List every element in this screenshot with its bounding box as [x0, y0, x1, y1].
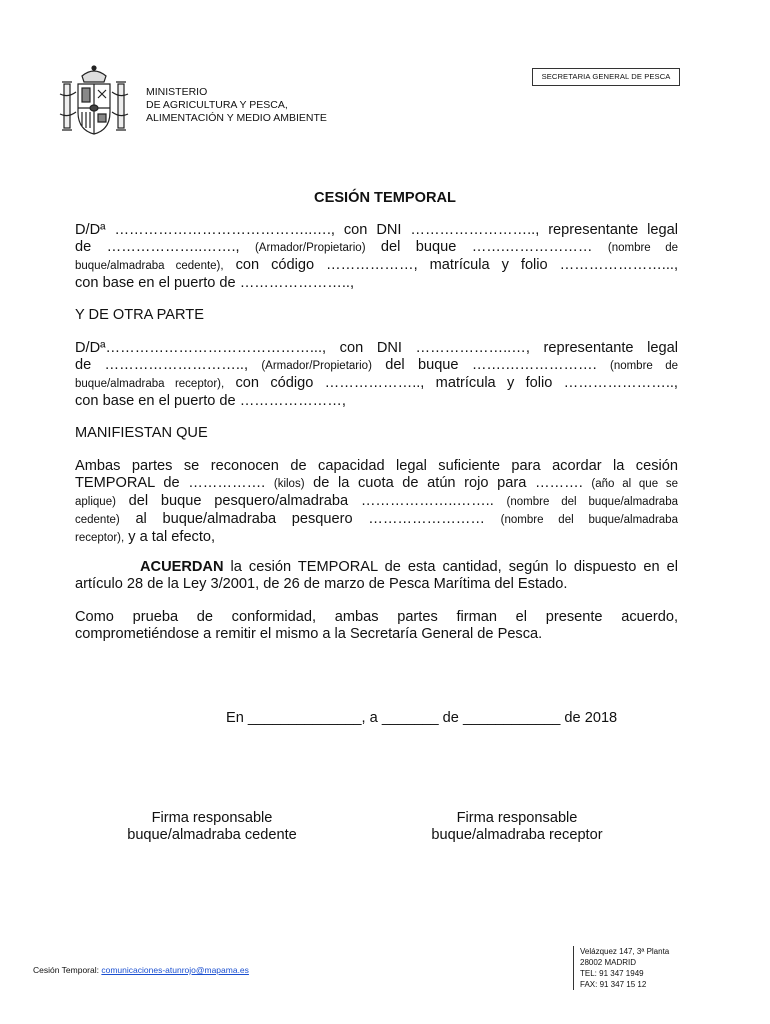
ambas-line-2a: TEMPORAL de …………….	[75, 475, 266, 491]
address-line-4: FAX: 91 347 15 12	[580, 980, 647, 989]
signature-receptor	[397, 810, 637, 844]
ambas-line-5	[75, 529, 678, 547]
ministry-line-3: ALIMENTACIÓN Y MEDIO AMBIENTE	[146, 112, 327, 124]
signature-receptor-line-2: buque/almadraba receptor	[431, 827, 603, 843]
signature-cedente-line-2: buque/almadraba cedente	[127, 827, 297, 843]
ambas-line-4a: cedente)	[75, 514, 120, 526]
party-1-block	[75, 222, 678, 292]
otra-parte-heading: Y DE OTRA PARTE	[75, 307, 204, 323]
ambas-line-4b: al buque/almadraba pesquero ……………………	[135, 511, 485, 527]
ambas-line-3	[75, 493, 678, 511]
ambas-line-1: Ambas partes se reconocen de capacidad legal suficiente para acordar la cesión	[75, 458, 678, 474]
party-1-line-2c: del buque …….………………	[380, 239, 593, 255]
secretaria-box: SECRETARIA GENERAL DE PESCA	[532, 68, 680, 86]
party-2-line-3	[75, 375, 678, 393]
party-2-line-2	[75, 357, 678, 375]
ambas-line-2d: (año al que se	[591, 478, 678, 490]
ambas-line-2	[75, 475, 678, 493]
ambas-line-3c: (nombre del buque/almadraba	[506, 496, 678, 508]
prueba-block	[75, 609, 678, 643]
party-2-line-3b: con código ……………….., matrícula y folio …………………..,	[235, 375, 678, 391]
party-1-line-1: D/Dª …………………………………..…., con DNI …………………….., representante legal	[75, 222, 678, 238]
footer-contact	[33, 965, 249, 975]
ambas-line-5a: receptor),	[75, 532, 125, 544]
party-1-line-4: con base en el puerto de …………………..,	[75, 275, 355, 291]
document-title: CESIÓN TEMPORAL	[314, 190, 456, 206]
ambas-line-4c: (nombre del buque/almadraba	[500, 514, 678, 526]
party-2-line-2a: de ………………………..,	[75, 357, 249, 373]
signature-receptor-line-1: Firma responsable	[456, 810, 578, 826]
acuerdan-bold: ACUERDAN	[140, 559, 224, 575]
coat-of-arms-icon	[58, 64, 130, 140]
ambas-line-3a: aplique)	[75, 496, 116, 508]
ministry-line-1: MINISTERIO	[146, 86, 208, 98]
ambas-block	[75, 458, 678, 547]
ambas-line-5b: y a tal efecto,	[128, 529, 216, 545]
acuerdan-rest: la cesión TEMPORAL de esta cantidad, según lo dispuesto en el	[223, 559, 678, 575]
manifiestan-heading: MANIFIESTAN QUE	[75, 425, 208, 441]
signature-cedente-line-1: Firma responsable	[151, 810, 273, 826]
acuerdan-line-2: artículo 28 de la Ley 3/2001, de 26 de marzo de Pesca Marítima del Estado.	[75, 576, 568, 592]
ambas-line-2c: de la cuota de atún rojo para ……….	[313, 475, 583, 491]
footer-label: Cesión Temporal:	[33, 965, 99, 975]
party-1-line-3a: buque/almadraba cedente),	[75, 260, 224, 272]
party-1-line-2b: (Armador/Propietario)	[254, 242, 366, 254]
ministry-name	[146, 86, 327, 125]
address-line-1: Velázquez 147, 3ª Planta	[580, 947, 670, 956]
ministry-line-2: DE AGRICULTURA Y PESCA,	[146, 99, 288, 111]
address-line-3: TEL: 91 347 1949	[580, 969, 644, 978]
party-2-block	[75, 340, 678, 410]
prueba-line-2: comprometiéndose a remitir el mismo a la Secretaría General de Pesca.	[75, 626, 543, 642]
party-2-line-2b: (Armador/Propietario)	[261, 360, 372, 372]
ambas-line-3b: del buque pesquero/almadraba ………………..……..	[128, 493, 494, 509]
party-2-line-1: D/Dª……………………………………..., con DNI ………………..…, representante legal	[75, 340, 678, 356]
footer-address	[573, 946, 669, 990]
party-1-line-2a: de ………………..…….,	[75, 239, 240, 255]
acuerdan-block	[75, 559, 678, 593]
party-2-line-3a: buque/almadraba receptor),	[75, 378, 225, 390]
ambas-line-4	[75, 511, 678, 529]
place-date-line: En ______________, a _______ de ____________ de 2018	[226, 710, 618, 726]
address-line-2: 28002 MADRID	[580, 958, 637, 967]
prueba-line-1: Como prueba de conformidad, ambas partes firman el presente acuerdo,	[75, 609, 678, 625]
party-1-line-3	[75, 257, 678, 275]
party-2-line-2c: del buque …….……………….	[385, 357, 597, 373]
acuerdan-line-1	[75, 559, 678, 576]
party-2-line-2d: (nombre de	[609, 360, 679, 372]
footer-email-link[interactable]: comunicaciones-atunrojo@mapama.es	[101, 965, 249, 975]
party-1-line-3b: con código ………………, matrícula y folio …………………...,	[235, 257, 679, 273]
ambas-line-2b: (kilos)	[273, 478, 305, 490]
party-1-line-2d: (nombre de	[607, 242, 678, 254]
signature-cedente	[92, 810, 332, 844]
party-1-line-2	[75, 239, 678, 257]
party-2-line-4: con base en el puerto de …………………,	[75, 393, 346, 409]
